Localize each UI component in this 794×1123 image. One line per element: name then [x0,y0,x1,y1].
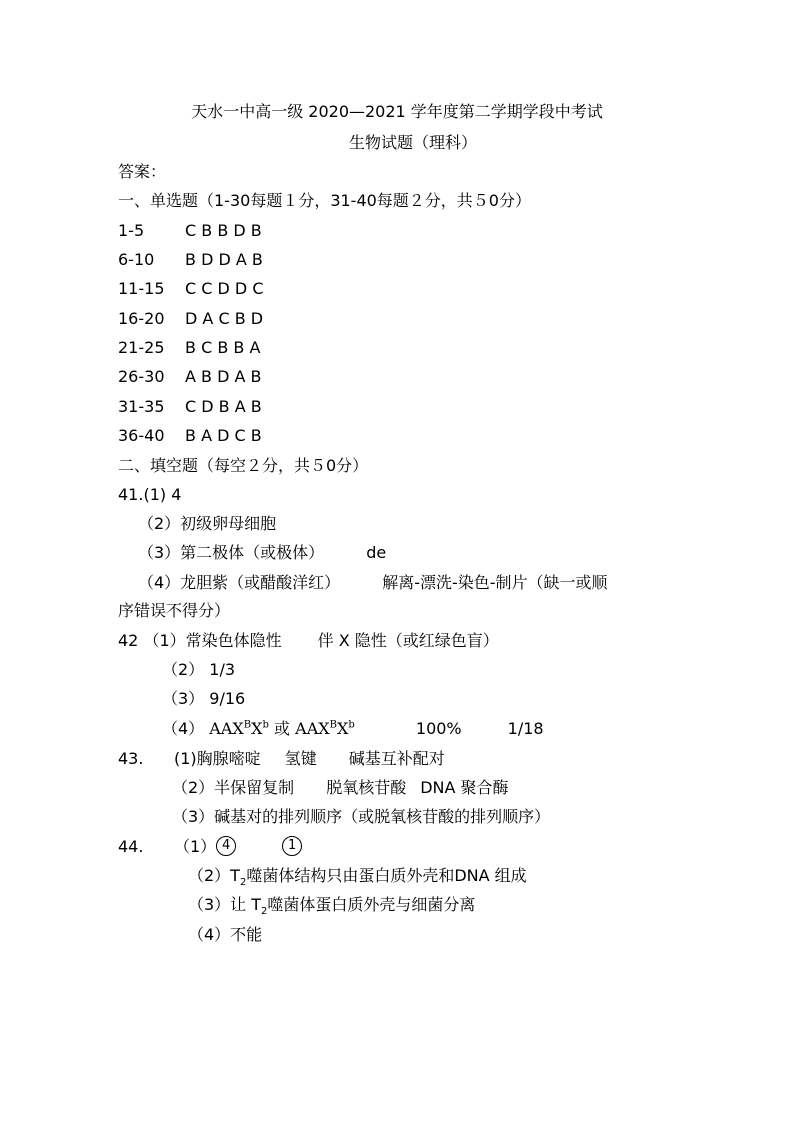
q42-part1 [118,631,499,651]
answer-row [118,250,263,270]
allele-superscript: B [243,719,252,731]
q44-part2-text: （2）T [188,866,240,885]
q43-part2 [172,778,509,798]
q42-part3: （3） 9/16 [162,689,246,708]
answer-letters: A B D A B [185,367,262,386]
circled-number-1-icon: 1 [282,836,302,856]
q42-genotype-2 [295,719,355,738]
answer-range: 11-15 [118,279,165,298]
answer-letters: C B B D B [185,221,262,240]
q43-number: 43. [118,749,144,768]
q44-part2-text: 噬菌体结构只由蛋白质外壳和DNA 组成 [246,866,527,885]
answer-letters: D A C B D [185,309,264,328]
genotype-text: X [337,719,349,738]
q42-or: 或 [274,719,291,738]
subscript: 2 [239,877,247,889]
answer-letters: C D B A B [185,397,262,416]
answer-letters: C C D D C [185,279,264,298]
q44-part1-label: （1） [174,837,217,856]
answer-row [118,309,263,329]
answer-letters: B C B B A [185,338,261,357]
q41-part3 [138,543,386,563]
q44-part1 [118,837,302,857]
answer-range: 31-35 [118,397,165,416]
allele-superscript: b [348,719,355,731]
q43-part2-answer-b: 脱氧核苷酸 [326,778,407,797]
subscript: 2 [261,906,268,918]
q42-genotype-1 [209,719,269,738]
q43-part1-answer-c: 碱基互补配对 [348,749,445,768]
genotype-text: AAX [209,719,244,738]
q42-part2: （2） 1/3 [162,660,236,679]
answer-row [118,367,262,387]
q42-part4-label: （4） [162,719,205,738]
allele-superscript: b [262,719,269,731]
q42-percent: 100% [415,719,462,738]
q41-part2: （2）初级卵母细胞 [138,514,277,533]
q43-part2-answer-c: DNA 聚合酶 [420,778,509,797]
q44-part4: （4）不能 [188,925,263,944]
q42-part1-answer-b: 伴 X 隐性（或红绿色盲） [317,631,499,650]
genotype-text: AAX [295,719,330,738]
q44-part3 [188,895,476,918]
answer-letters: B A D C B [185,426,262,445]
q41-part4 [138,573,608,593]
q44-part2 [188,866,527,889]
q41-part1: 41.(1) 4 [118,485,182,504]
answer-range: 21-25 [118,338,165,357]
answer-letters: B D D A B [185,250,263,269]
answer-row [118,426,262,446]
answer-label: 答案： [118,162,167,181]
q44-number: 44. [118,837,144,856]
q44-part3-text: （3）让 T [188,895,262,914]
section1-heading: 一、单选题（1-30每题１分，31-40每题２分，共５0分） [118,191,531,210]
q43-part1-answer-b: 氢键 [284,749,317,768]
document-subtitle: 生物试题（理科） [348,133,477,152]
document-title: 天水一中高一级 2020—2021 学年度第二学期学段中考试 [191,102,603,121]
allele-superscript: B [329,719,337,731]
answer-range: 6-10 [118,250,155,269]
answer-range: 36-40 [118,426,165,445]
q43-part3: （3）碱基对的排列顺序（或脱氧核苷酸的排列顺序） [172,807,551,826]
circled-number-4-icon: 4 [216,836,236,856]
q42-part1-answer-a: 42 （1）常染色体隐性 [118,631,282,650]
q42-fraction: 1/18 [507,719,544,738]
answer-row [118,338,260,358]
q41-part3-answer-a: （3）第二极体（或极体） [138,543,325,562]
q42-part4 [162,719,544,739]
q41-part4-answer-b: 解离-漂洗-染色-制片（缺一或顺 [382,573,608,592]
q43-part1 [118,749,445,769]
answer-row [118,397,262,417]
section2-heading: 二、填空题（每空２分，共５0分） [118,456,369,475]
q41-part3-answer-b: de [366,543,387,562]
answer-range: 16-20 [118,309,165,328]
q44-part3-text: 噬菌体蛋白质外壳与细菌分离 [267,895,476,914]
genotype-text: X [251,719,263,738]
answer-range: 1-5 [118,221,145,240]
answer-range: 26-30 [118,367,165,386]
q43-part2-answer-a: （2）半保留复制 [172,778,295,797]
q41-part4-continued: 序错误不得分） [118,601,231,620]
q43-part1-answer-a: (1)胸腺嘧啶 [174,749,261,768]
answer-row [118,221,262,241]
answer-row [118,279,264,299]
q41-part4-answer-a: （4）龙胆紫（或醋酸洋红） [138,573,341,592]
